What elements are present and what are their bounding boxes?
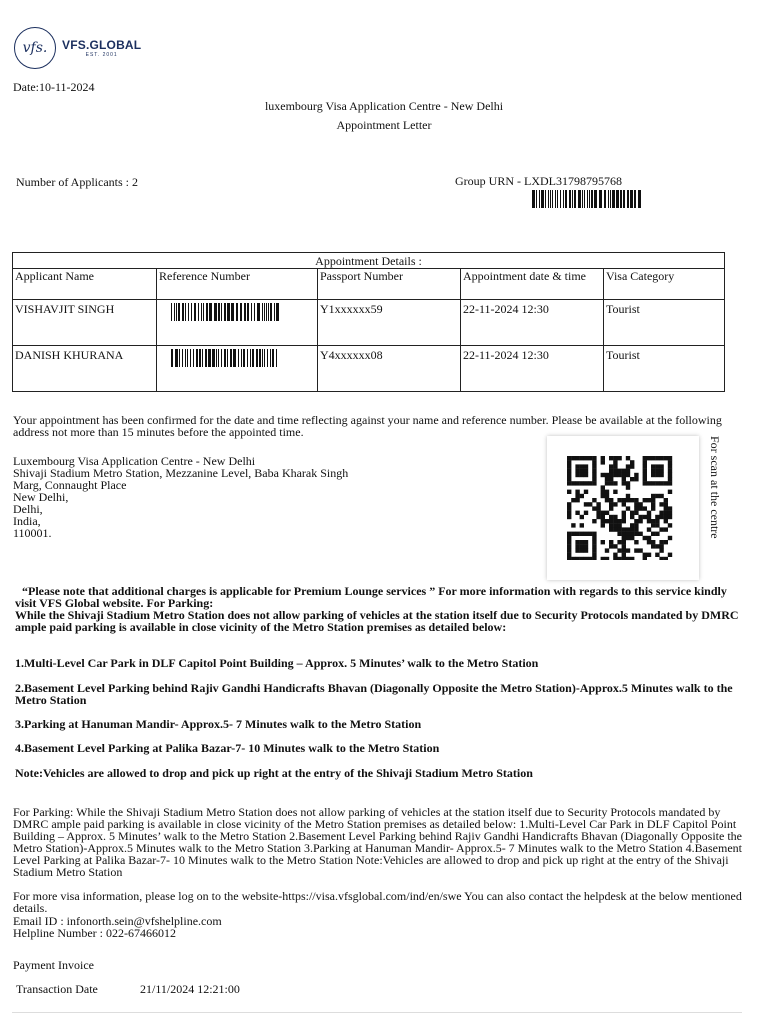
parking-item-4: 4.Basement Level Parking at Palika Bazar-7- 10 Minutes walk to the Metro Station [15, 741, 440, 755]
letter-title: Appointment Letter [336, 118, 432, 132]
notice-line: While the Shivaji Stadium Metro Station does not allow parking of vehicles at the station itself due to Security Protocols mandated by DMRC ample paid parking is available in close vicinity of the Metro Station premises as detailed below: [15, 608, 739, 634]
appointment-table [12, 252, 725, 392]
address-line: New Delhi, [13, 490, 69, 504]
table-header-row [13, 269, 725, 300]
parking-item-2: 2.Basement Level Parking behind Rajiv Gandhi Handicrafts Bhavan (Diagonally Opposite the Metro Station)-Approx.5 Minutes walk to the Metro Station [15, 681, 733, 707]
parking-item-1: 1.Multi-Level Car Park in DLF Capitol Point Building – Approx. 5 Minutes’ walk to the Metro Station [15, 656, 539, 670]
footer-divider [12, 1012, 742, 1013]
address-line: India, [13, 514, 41, 528]
passport-number: Y1xxxxxx59 [318, 300, 461, 346]
table-row [13, 300, 725, 346]
applicant-count: Number of Applicants : 2 [16, 175, 138, 189]
table-caption: Appointment Details : [13, 253, 725, 269]
reference-barcode-cell [157, 300, 318, 346]
qr-code-box [547, 436, 699, 580]
address-line: Marg, Connaught Place [13, 478, 127, 492]
logo-text: VFS.GLOBAL [62, 37, 142, 52]
premium-lounge-notice [15, 585, 743, 633]
logo-mark: vfs. [14, 27, 56, 69]
centre-title: luxembourg Visa Application Centre - New Delhi [264, 99, 504, 113]
group-urn: Group URN - LXDL31798795768 [455, 174, 622, 188]
col-applicant-name: Applicant Name [13, 269, 157, 300]
address-line: Shivaji Stadium Metro Station, Mezzanine Level, Baba Kharak Singh [13, 466, 349, 480]
transaction-date-value: 21/11/2024 12:21:00 [140, 982, 240, 996]
letter-date: Date:10-11-2024 [13, 80, 95, 94]
parking-plain-text: For Parking: While the Shivaji Stadium Metro Station does not allow parking of vehicles at the station itself due to Security Protocols mandated by DMRC ample paid parking is available in close vicinity of the Metro Station premises as detailed below: 1.Multi-Level Car Park in DLF Capitol Point Building – Approx. 5 Minutes’ walk to the Metro Station 2.Basement Level Parking behind Rajiv Gandhi Handicrafts Bhavan (Diagonally Opposite the Metro Station)-Approx.5 Minutes walk to the Metro Station 3.Parking at Hanuman Mandir- Approx.5- 7 Minutes walk to the Metro Station 4.Basement Level Parking at Palika Bazar-7- 10 Minutes walk to the Metro Station Note:Vehicles are allowed to drop and pick up right at the entry of the Shivaji Stadium Metro Station [13, 805, 742, 879]
invoice-title: Payment Invoice [13, 958, 94, 972]
contact-helpline: Helpline Number : 022-67466012 [13, 926, 176, 940]
col-appointment-datetime: Appointment date & time [461, 269, 604, 300]
parking-item-3: 3.Parking at Hanuman Mandir- Approx.5- 7 Minutes walk to the Metro Station [15, 717, 422, 731]
confirmation-text: Your appointment has been confirmed for the date and time reflecting against your name and reference number. Please be available at the following address not more than 15 minutes before the appointed time. [13, 413, 722, 439]
group-urn-barcode [532, 190, 642, 208]
applicant-name: DANISH KHURANA [13, 346, 157, 392]
address-line: 110001. [13, 526, 52, 540]
col-visa-category: Visa Category [604, 269, 725, 300]
contact-email: Email ID : infonorth.sein@vfshelpline.com [13, 914, 222, 928]
logo-est: EST. 2001 [85, 51, 118, 58]
visa-category: Tourist [604, 300, 725, 346]
centre-address [13, 455, 348, 539]
appointment-datetime: 22-11-2024 12:30 [461, 346, 604, 392]
applicant-name: VISHAVJIT SINGH [13, 300, 157, 346]
reference-barcode [171, 303, 281, 321]
reference-barcode [171, 349, 281, 367]
notice-line: visit VFS Global website. For Parking: [15, 596, 214, 610]
appointment-datetime: 22-11-2024 12:30 [461, 300, 604, 346]
visa-category: Tourist [604, 346, 725, 392]
passport-number: Y4xxxxxx08 [318, 346, 461, 392]
parking-note: Note:Vehicles are allowed to drop and pick up right at the entry of the Shivaji Stadium Metro Station [15, 766, 533, 780]
address-line: Delhi, [13, 502, 43, 516]
qr-caption: For scan at the centre [708, 436, 722, 539]
notice-line: “Please note that additional charges is applicable for Premium Lounge services ” For more information with regards to this service kindly [22, 584, 727, 598]
table-row [13, 346, 725, 392]
col-reference-number: Reference Number [157, 269, 318, 300]
qr-code [567, 456, 679, 560]
address-line: Luxembourg Visa Application Centre - New Delhi [13, 454, 256, 468]
vfs-logo [14, 27, 141, 69]
transaction-date-label: Transaction Date [16, 982, 98, 996]
contact-info: For more visa information, please log on to the website-https://visa.vfsglobal.com/ind/en/swe You can also contact the helpdesk at the below mentioned details. [13, 889, 742, 915]
col-passport-number: Passport Number [318, 269, 461, 300]
reference-barcode-cell [157, 346, 318, 392]
